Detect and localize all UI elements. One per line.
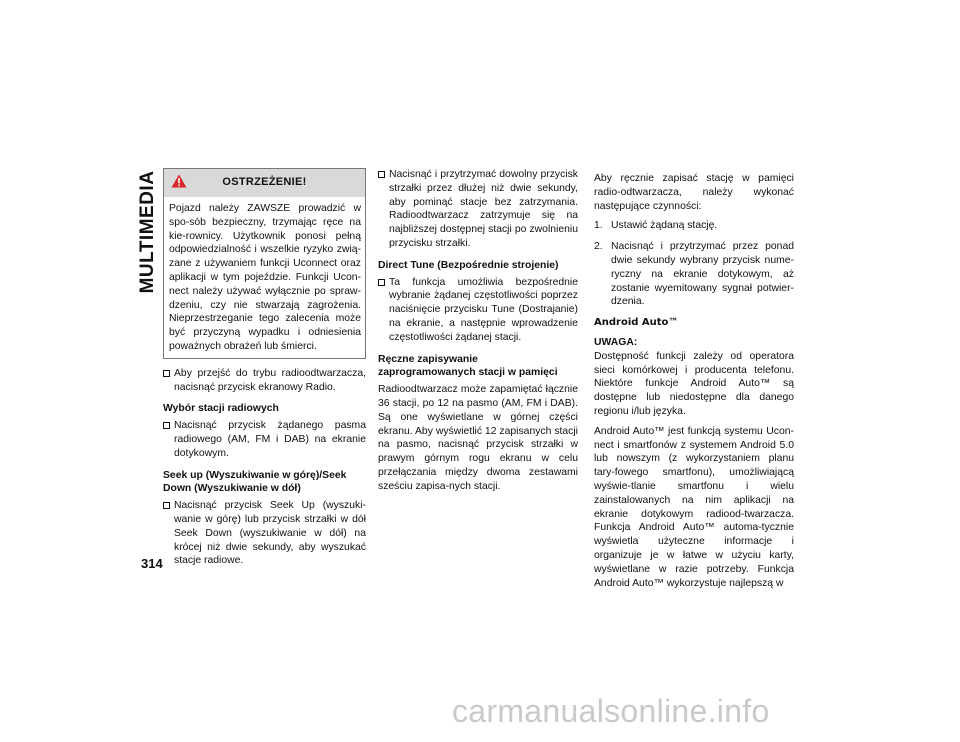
warning-box xyxy=(163,168,366,359)
heading-seek: Seek up (Wyszukiwanie w górę)/Seek Down (Wyszukiwanie w dół) xyxy=(163,469,347,495)
square-bullet-icon xyxy=(378,171,385,178)
page-number: 314 xyxy=(141,556,163,571)
square-bullet-icon xyxy=(163,370,170,377)
step-2 xyxy=(594,240,794,309)
step-1 xyxy=(594,219,794,233)
square-bullet-icon xyxy=(163,422,170,429)
note-label: UWAGA: xyxy=(594,336,638,348)
bullet-seek xyxy=(163,499,366,568)
bullet-radio-mode xyxy=(163,367,366,395)
column-3 xyxy=(594,172,794,596)
bullet-text: Nacisnąć przycisk Seek Up (wyszuki-wanie w górę) lub przycisk strzałki w dół Seek Down (wyszukiwanie w dół) na krócej niż dwie sekundy, aby wyszukać stacje radiowe. xyxy=(174,500,366,567)
bullet-station-select xyxy=(163,419,366,460)
note-text: Dostępność funkcji zależy od operatora sieci komórkowej i producenta telefonu. Niektóre funkcje Android Auto™ są dostępne lub niedostępne dla danego regionu i/lub języka. xyxy=(594,350,794,417)
warning-header xyxy=(164,169,365,197)
step-text: Ustawić żądaną stację. xyxy=(611,220,718,232)
section-tab xyxy=(137,172,159,292)
column-1 xyxy=(163,168,366,576)
warning-triangle-icon xyxy=(171,174,187,188)
square-bullet-icon xyxy=(378,279,385,286)
bullet-text: Nacisnąć i przytrzymać dowolny przycisk strzałki przez dłużej niż dwie sekundy, aby pominąć stacje bez zatrzymania. Radioodtwarzacz zatrzymuje się na najbliższej dostępnej stacji po zwolnieniu przycisku strzałki. xyxy=(389,169,578,249)
warning-title: OSTRZEŻENIE! xyxy=(222,176,307,189)
step-text: Nacisnąć i przytrzymać przez ponad dwie sekundy wybrany przycisk nume-ryczny na ekranie dotykowym, aż zostanie wyemitowany sygnał potwier-dzenia. xyxy=(611,241,794,308)
heading-manual-presets: Ręczne zapisywanie zaprogramowanych stacji w pamięci xyxy=(378,353,558,379)
heading-direct-tune: Direct Tune (Bezpośrednie strojenie) xyxy=(378,259,559,271)
heading-android-auto: Android Auto™ xyxy=(594,317,679,329)
step-number: 2. xyxy=(594,241,603,253)
warning-body: Pojazd należy ZAWSZE prowadzić w spo-sób bezpieczny, trzymając ręce na kie-rownicy. Użytkownik ponosi pełną odpowiedzialność i wszelkie ryzyko zwią-zane z używaniem funkcji Uconnect oraz aplikacji w tym pojeździe. Funkcji Ucon-nect należy używać wyłącznie po spraw-dzeniu, czy nie stwarzają zagrożenia. Nieprzestrzeganie tego zalecenia może być przyczyną wypadku i odniesienia poważnych obrażeń lub śmierci. xyxy=(169,203,361,352)
bullet-text: Nacisnąć przycisk żądanego pasma radiowego (AM, FM i DAB) na ekranie dotykowym. xyxy=(174,420,366,459)
paragraph-android-auto: Android Auto™ jest funkcją systemu Ucon-nect i smartfonów z systemem Android 5.0 lub nowszym (z wykorzystaniem planu tary-fowego smartfonu), umożliwiającą wyświe-tlanie smartfonu i wielu zainstalowanych na nim aplikacji na ekranie dotykowym radiood-twarzacza. Funkcja Android Auto™ automa-tycznie wyświetla użyteczne informacje i organizuje je w łatwe w użyciu karty, wyświetlane w razie potrzeby. Funkcja Android Auto™ wykorzystuje najlepszą w xyxy=(594,425,794,589)
step-number: 1. xyxy=(594,220,603,232)
paragraph-intro: Aby ręcznie zapisać stację w pamięci radio-odtwarzacza, należy wykonać następujące czynności: xyxy=(594,173,794,212)
section-title: MULTIMEDIA xyxy=(137,170,158,294)
square-bullet-icon xyxy=(163,502,170,509)
bullet-direct-tune xyxy=(378,276,578,345)
watermark: carmanualsonline.info xyxy=(452,693,770,729)
bullet-hold-arrow xyxy=(378,168,578,251)
paragraph-manual-presets: Radioodtwarzacz może zapamiętać łącznie 36 stacji, po 12 na pasmo (AM, FM i DAB). Są one wyświetlane w górnej części ekranu. Aby wyświetlić 12 zapisanych stacji na pasmo, nacisnąć przycisk strzałki w prawym górnym rogu ekranu w celu przełączania między dwoma zestawami sześciu zapisa-nych stacji. xyxy=(378,384,578,492)
bullet-text: Ta funkcja umożliwia bezpośrednie wybranie żądanej częstotliwości poprzez naciśnięcie przycisku Tune (Dostrajanie) na ekranie, a następnie wprowadzenie częstotliwości żądanej stacji. xyxy=(389,276,578,343)
heading-station-select: Wybór stacji radiowych xyxy=(163,403,279,415)
bullet-text: Aby przejść do trybu radioodtwarzacza, nacisnąć przycisk ekranowy Radio. xyxy=(174,367,366,393)
column-2 xyxy=(378,168,578,500)
